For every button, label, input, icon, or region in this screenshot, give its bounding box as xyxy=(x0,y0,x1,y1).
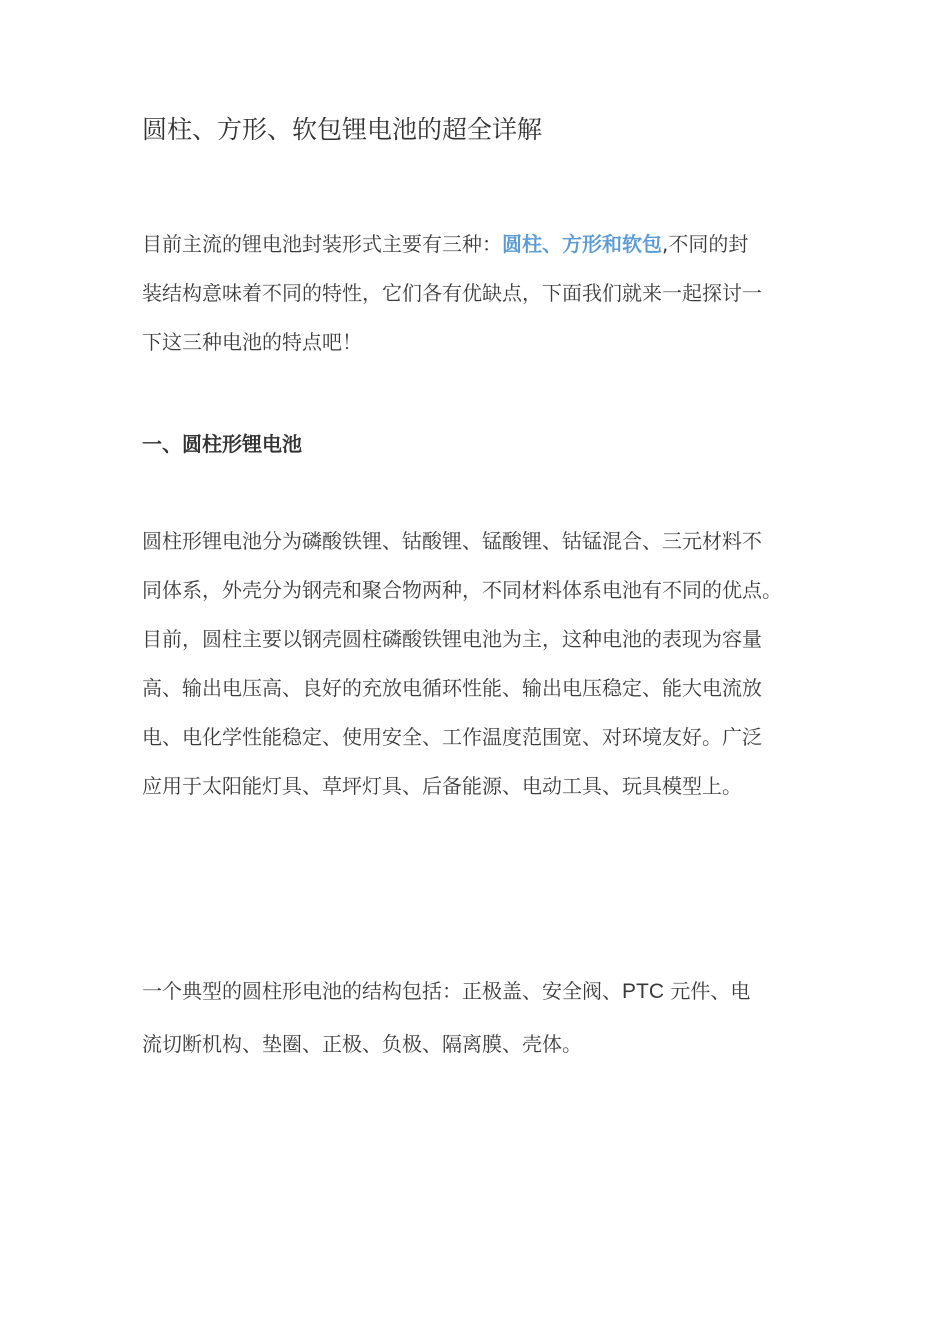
intro-line-1-tail: ,不同的封 xyxy=(662,232,749,256)
structure-line-1 xyxy=(142,965,822,1018)
intro-paragraph xyxy=(142,220,822,367)
intro-line-1 xyxy=(142,220,822,269)
paragraph-line: 圆柱形锂电池分为磷酸铁锂、钴酸锂、锰酸锂、钴锰混合、三元材料不 xyxy=(142,529,762,553)
structure-line-2: 流切断机构、垫圈、正极、负极、隔离膜、壳体。 xyxy=(142,1032,582,1056)
section-heading-cylindrical: 一、圆柱形锂电池 xyxy=(142,432,302,456)
paragraph-line: 电、电化学性能稳定、使用安全、工作温度范围宽、对环境友好。广泛 xyxy=(142,725,762,749)
intro-line-1-text: 目前主流的锂电池封装形式主要有三种： xyxy=(142,232,502,256)
paragraph-line: 同体系，外壳分为钢壳和聚合物两种，不同材料体系电池有不同的优点。 xyxy=(142,578,782,602)
battery-types-highlight: 圆柱、方形和软包 xyxy=(502,232,662,256)
paragraph-line: 应用于太阳能灯具、草坪灯具、后备能源、电动工具、玩具模型上。 xyxy=(142,774,742,798)
cylindrical-description-paragraph xyxy=(142,517,822,811)
ptc-term: PTC xyxy=(622,980,664,1003)
structure-line-1-text: 一个典型的圆柱形电池的结构包括：正极盖、安全阀、 xyxy=(142,979,622,1003)
structure-line-1-tail: 元件、电 xyxy=(664,979,751,1003)
intro-line-2: 装结构意味着不同的特性，它们各有优缺点，下面我们就来一起探讨一 xyxy=(142,281,762,305)
intro-line-3: 下这三种电池的特点吧！ xyxy=(142,330,362,354)
paragraph-line: 高、输出电压高、良好的充放电循环性能、输出电压稳定、能大电流放 xyxy=(142,676,762,700)
structure-paragraph xyxy=(142,965,822,1071)
article-title: 圆柱、方形、软包锂电池的超全详解 xyxy=(142,115,543,144)
paragraph-line: 目前，圆柱主要以钢壳圆柱磷酸铁锂电池为主，这种电池的表现为容量 xyxy=(142,627,762,651)
